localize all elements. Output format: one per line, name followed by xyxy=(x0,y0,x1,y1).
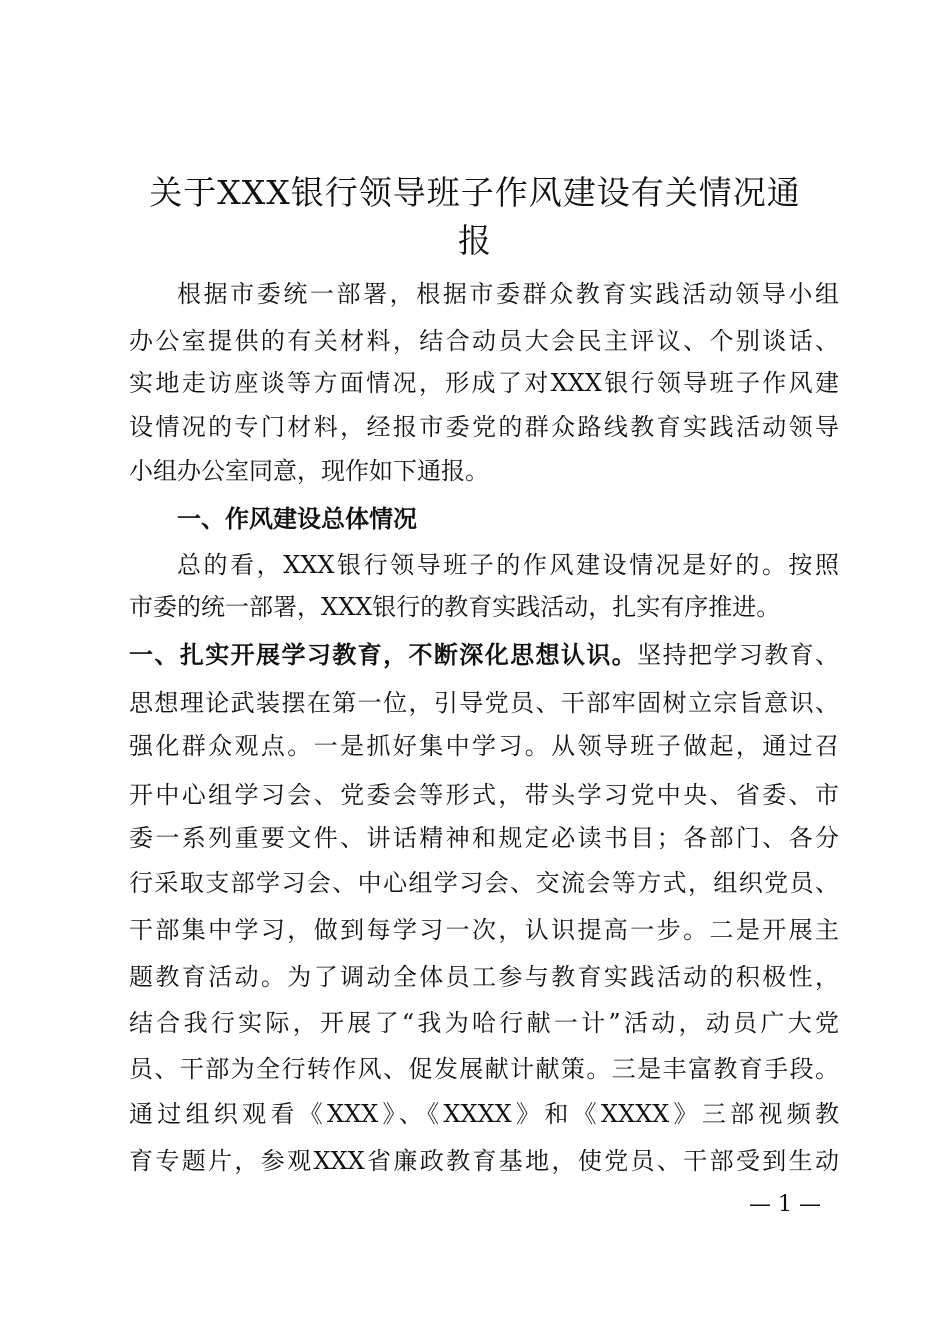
paragraph-3-line: 开中心组学习会、党委会等形式，带头学习党中央、省委、市 xyxy=(129,781,839,809)
paragraph-2-line: 市委的统一部署，XXX银行的教育实践活动，扎实有序推进。 xyxy=(129,593,781,621)
paragraph-1-line: 设情况的专门材料，经报市委党的群众路线教育实践活动领导 xyxy=(129,413,839,441)
paragraph-3-line: 通过组织观看《XXX》、《XXXX》和《XXXX》三部视频教 xyxy=(129,1100,839,1128)
section-heading-1: 一、作风建设总体情况 xyxy=(177,505,417,533)
paragraph-1-line: 小组办公室同意，现作如下通报。 xyxy=(129,457,489,485)
paragraph-3-line: 行采取支部学习会、中心组学习会、交流会等方式，组织党员、 xyxy=(129,869,839,897)
paragraph-3-line: 员、干部为全行转作风、促发展献计献策。三是丰富教育手段。 xyxy=(129,1055,839,1083)
paragraph-3-line: 强化群众观点。一是抓好集中学习。从领导班子做起，通过召 xyxy=(129,732,839,760)
paragraph-3-line: 思想理论武装摆在第一位，引导党员、干部牢固树立宗旨意识、 xyxy=(129,689,839,717)
paragraph-3-line: 题教育活动。为了调动全体员工参与教育实践活动的积极性， xyxy=(129,963,839,991)
paragraph-2-line: 总的看，XXX银行领导班子的作风建设情况是好的。按照 xyxy=(177,551,839,579)
paragraph-3-line: 干部集中学习，做到每学习一次，认识提高一步。二是开展主 xyxy=(129,916,839,944)
paragraph-3-line: 育专题片，参观XXX省廉政教育基地，使党员、干部受到生动 xyxy=(129,1147,839,1175)
paragraph-1-line: 办公室提供的有关材料，结合动员大会民主评议、个别谈话、 xyxy=(129,327,839,355)
document-title-line-2: 报 xyxy=(458,221,492,260)
paragraph-3-line: 委一系列重要文件、讲话精神和规定必读书目；各部门、各分 xyxy=(129,824,839,852)
page-number: — 1 — xyxy=(749,1192,821,1217)
paragraph-1-line: 实地走访座谈等方面情况，形成了对XXX银行领导班子作风建 xyxy=(129,369,839,397)
paragraph-3-lead-rest: 坚持把学习教育、 xyxy=(637,641,840,669)
document-title-line-1: 关于XXX银行领导班子作风建设有关情况通 xyxy=(149,173,801,212)
paragraph-3-line: 结合我行实际，开展了“我为哈行献一计”活动，动员广大党 xyxy=(129,1009,839,1037)
paragraph-3-first-line xyxy=(129,636,839,674)
paragraph-3-bold-lead: 一、扎实开展学习教育，不断深化思想认识。 xyxy=(129,641,638,669)
paragraph-1-line: 根据市委统一部署，根据市委群众教育实践活动领导小组 xyxy=(177,280,839,308)
